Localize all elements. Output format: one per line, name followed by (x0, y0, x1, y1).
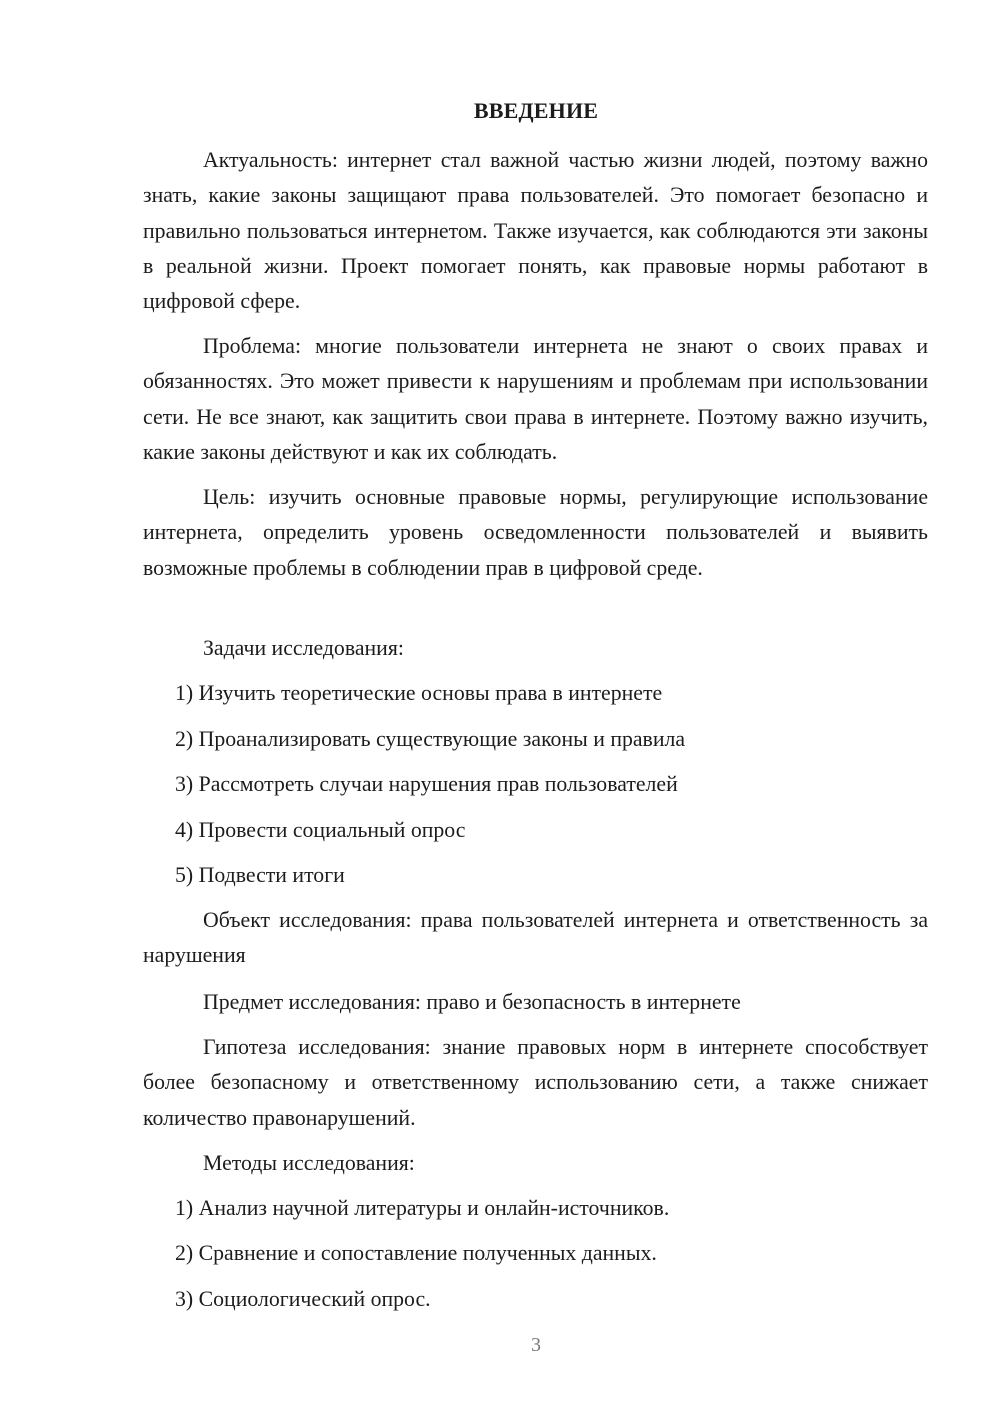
method-item: 1) Анализ научной литературы и онлайн-источников. (175, 1196, 670, 1220)
methods-label: Методы исследования: (203, 1151, 415, 1175)
task-item: 5) Подвести итоги (175, 863, 345, 887)
paragraph-object: Объект исследования: права пользователей интернета и ответственность за нарушения (143, 908, 928, 968)
method-item: 3) Социологический опрос. (175, 1287, 431, 1311)
paragraph-relevance: Актуальность: интернет стал важной частью жизни людей, поэтому важно знать, какие законы защищают права пользователей. Это помогает безопасно и правильно пользоваться интернетом. Также изучается, как соблюдаются эти законы в реальной жизни. Проект помогает понять, как правовые нормы работают в цифровой сфере. (143, 148, 928, 314)
tasks-label: Задачи исследования: (203, 636, 404, 660)
method-item: 2) Сравнение и сопоставление полученных данных. (175, 1241, 657, 1265)
task-item: 3) Рассмотреть случаи нарушения прав пользователей (175, 772, 678, 796)
paragraph-goal: Цель: изучить основные правовые нормы, регулирующие использование интернета, определить уровень осведомленности пользователей и выявить возможные проблемы в соблюдении прав в цифровой среде. (143, 485, 928, 580)
section-heading: ВВЕДЕНИЕ (473, 98, 599, 123)
page-number: 3 (531, 1334, 541, 1356)
task-item: 1) Изучить теоретические основы права в интернете (175, 681, 663, 705)
paragraph-hypothesis: Гипотеза исследования: знание правовых норм в интернете способствует более безопасному и ответственному использованию сети, а также снижает количество правонарушений. (143, 1035, 928, 1130)
task-item: 2) Проанализировать существующие законы и правила (175, 727, 686, 751)
paragraph-subject: Предмет исследования: право и безопасность в интернете (203, 990, 741, 1014)
paragraph-problem: Проблема: многие пользователи интернета не знают о своих правах и обязанностях. Это может привести к нарушениям и проблемам при использовании сети. Не все знают, как защитить свои права в интернете. Поэтому важно изучить, какие законы действуют и как их соблюдать. (143, 334, 928, 464)
task-item: 4) Провести социальный опрос (175, 818, 466, 842)
